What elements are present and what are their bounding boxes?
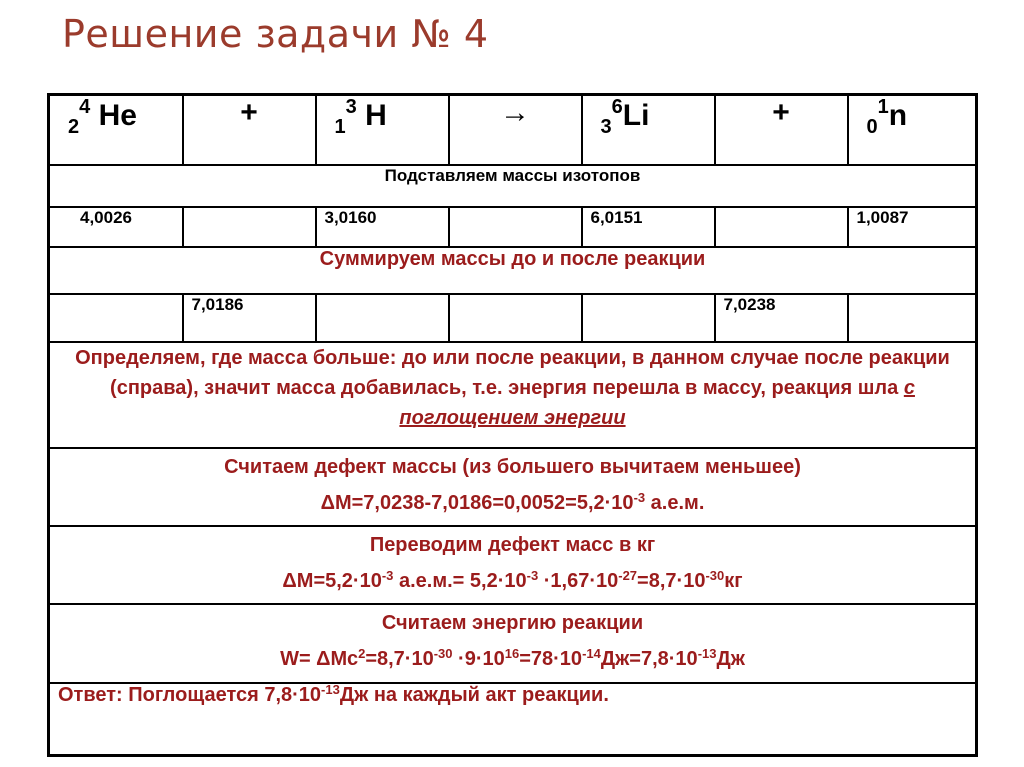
- plus-cell: +: [183, 95, 316, 166]
- sum-before: 7,0186: [183, 294, 316, 342]
- sums-row: [49, 294, 977, 342]
- empty-cell: [183, 207, 316, 247]
- mass-he: 4,0026: [49, 207, 183, 247]
- empty-cell: [449, 207, 582, 247]
- neutron-cell: $_0^1$n: [848, 95, 977, 166]
- empty-cell: [449, 294, 582, 342]
- tritium-cell: $_1^3$ H: [316, 95, 449, 166]
- plus-cell: +: [715, 95, 848, 166]
- masses-header: Подставляем массы изотопов: [49, 165, 977, 207]
- empty-cell: [49, 294, 183, 342]
- empty-cell: [582, 294, 715, 342]
- energy-header: Считаем энергию реакции: [381, 612, 644, 635]
- sum-after: 7,0238: [715, 294, 848, 342]
- absorption-emphasis: с поглощением энергии: [399, 376, 915, 429]
- mass-defect-header: Считаем дефект массы (из большего вычитаем меньшее): [224, 456, 801, 479]
- mass-n: 1,0087: [848, 207, 977, 247]
- conversion-block: [49, 526, 977, 604]
- comparison-text: Определяем, где масса больше: до или после реакции, в данном случае после реакции (справа), значит масса добавилась, т.е. энергия перешла в массу, реакция шла с поглощением энергии: [49, 342, 977, 448]
- page-title: Решение задачи № 4: [62, 12, 489, 56]
- arrow-cell: →: [449, 95, 582, 166]
- mass-defect-formula: $\Delta М=7,0238-7,0186=0,0052=5,2\cdot 10^{-3}$ а.е.м.: [320, 490, 705, 515]
- empty-cell: [848, 294, 977, 342]
- energy-formula: $W= \Delta Мс^2=8,7\cdot 10^{-30} \cdot 9\cdot 10^{16}=78\cdot 10^{-14}Дж=7,8\cdot 10^{-13}Дж$: [280, 646, 745, 671]
- mass-h: 3,0160: [316, 207, 449, 247]
- solution-table: [47, 93, 978, 757]
- conversion-header: Переводим дефект масс в кг: [369, 534, 656, 557]
- helium-cell: $_2^4$ He: [49, 95, 183, 166]
- empty-cell: [715, 207, 848, 247]
- mass-li: 6,0151: [582, 207, 715, 247]
- sum-header: Суммируем массы до и после реакции: [49, 247, 977, 293]
- lithium-cell: $_3^6$Li: [582, 95, 715, 166]
- energy-block: [49, 604, 977, 682]
- answer-cell: Ответ: Поглощается $7,8\cdot 10^{-13}Дж$ на каждый акт реакции.: [49, 683, 977, 756]
- masses-row: [49, 207, 977, 247]
- empty-cell: [316, 294, 449, 342]
- mass-defect-block: [49, 448, 977, 526]
- conversion-formula: $\Delta М=5,2\cdot 10^{-3}$ $а.е.м.= 5,2\cdot 10^{-3} \cdot 1,67\cdot 10^{-27}=8,7\cdot 10^{-30}кг$: [282, 568, 743, 593]
- equation-row: [49, 95, 977, 166]
